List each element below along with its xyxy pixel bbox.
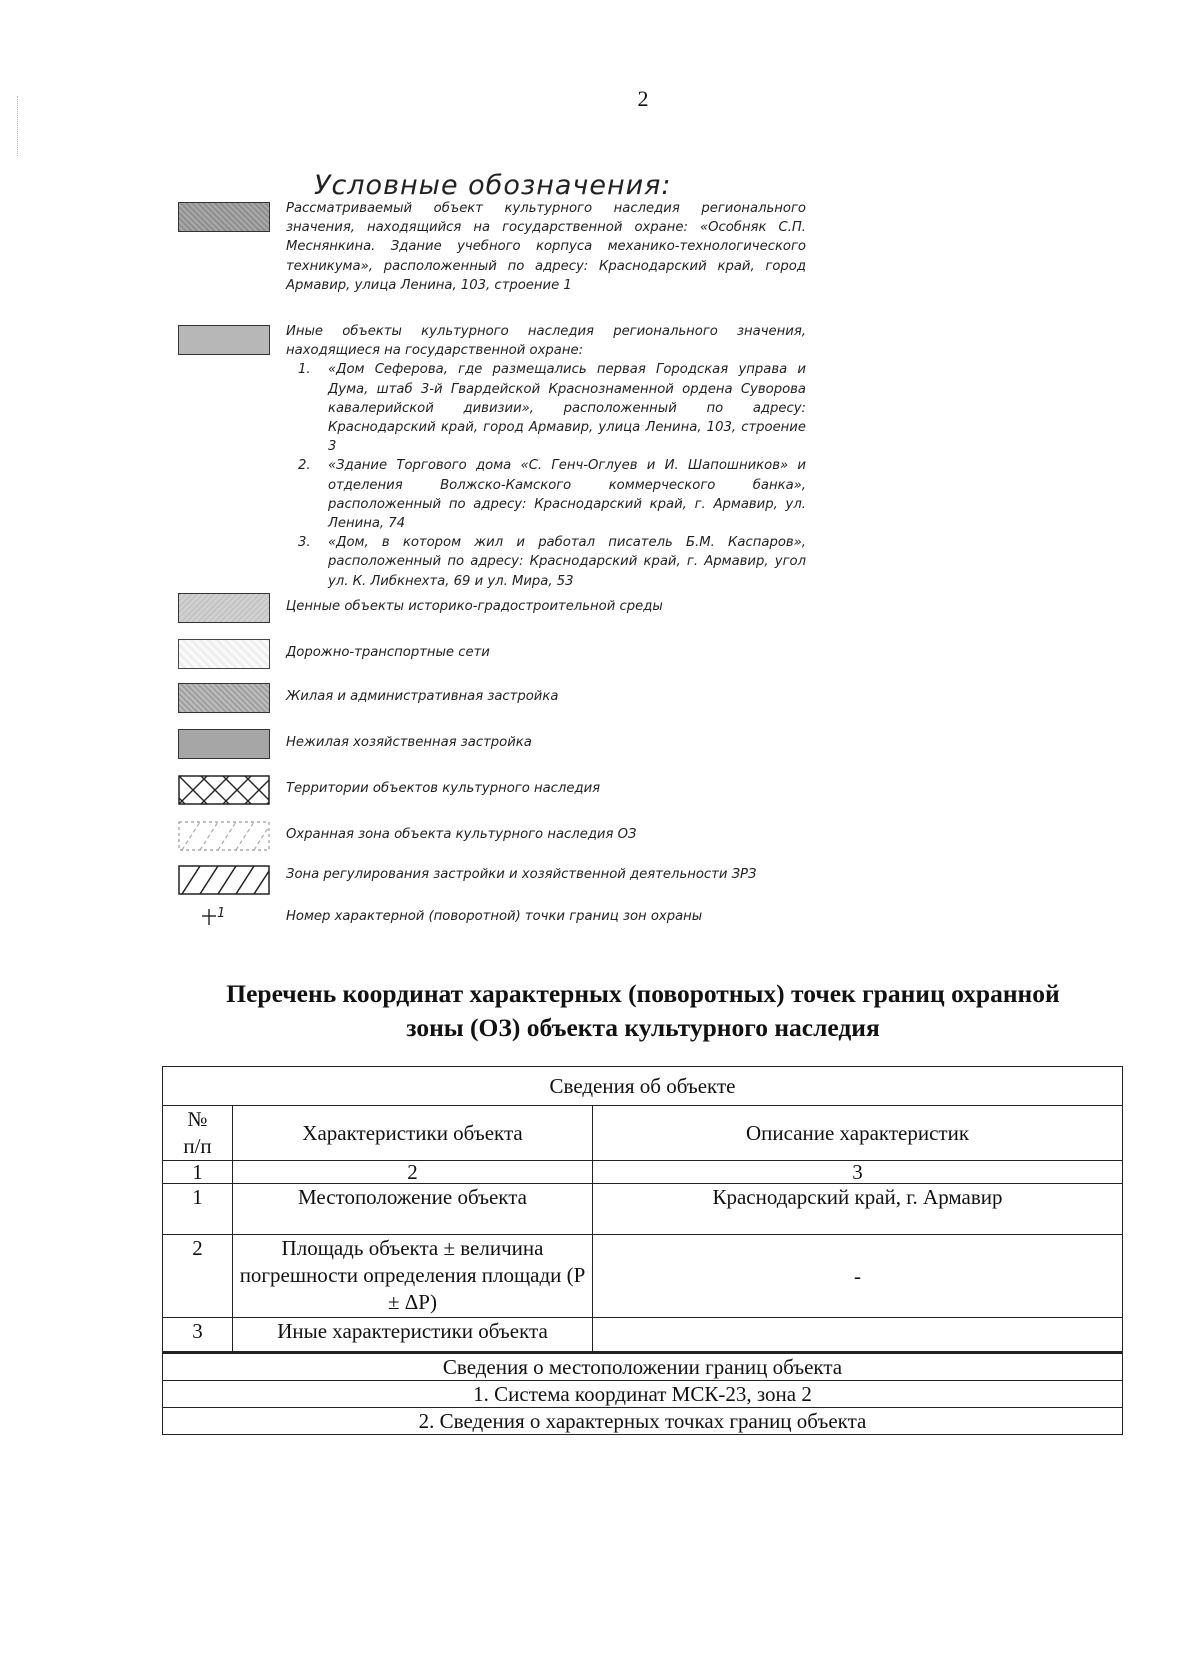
column-number-cell: 1 [163,1161,233,1184]
non-residential-swatch-icon [178,729,270,759]
legend-item-intro: Иные объекты культурного наследия регионального значения, находящиеся на государственной охране: [286,324,806,359]
boundaries-header-cell: Сведения о местоположении границ объекта [163,1353,1123,1381]
legend-item-label [286,322,806,591]
table-row [163,1318,1123,1353]
grey-swatch-icon [178,325,270,355]
object-info-table [162,1066,1123,1435]
coord-system-row [163,1381,1123,1408]
legend-item-label: Рассматриваемый объект культурного наследия регионального значения, находящийся на государственной охране: «Особняк С.П. Меснянкина. Здание учебного корпуса механико-технологического техникума», расположенный по адресу: Краснодарский край, город Армавир, улица Ленина, 103, строение 1 [286,201,806,293]
legend-title: Условные обозначения: [314,170,672,201]
table-column-number-row [163,1161,1123,1184]
list-item-number: 1. [298,362,311,378]
legend-item-label: Территории объектов культурного наследия [286,781,601,796]
heading-line-1: Перечень координат характерных (поворотных) точек границ охранной [226,979,1060,1008]
table-column-header-row [163,1106,1123,1161]
column-header-description: Описание характеристик [593,1106,1123,1161]
row-number-cell: 3 [163,1318,233,1353]
diagonal-hatch-swatch-icon [178,865,270,895]
table-section-header-row [163,1067,1123,1106]
list-item-text: «Дом, в котором жил и работал писатель Б.М. Каспаров», расположенный по адресу: Краснодарский край, г. Армавир, угол ул. К. Либкнехта, 69 и ул. Мира, 53 [328,535,806,589]
column-header-number: № п/п [163,1106,233,1161]
row-value-cell: - [593,1235,1123,1318]
row-name-cell: Местоположение объекта [233,1184,593,1235]
heritage-sublist [286,360,806,590]
row-value-cell: Краснодарский край, г. Армавир [593,1184,1123,1235]
residential-swatch-icon [178,683,270,713]
list-item [286,456,806,533]
road-swatch-icon [178,639,270,669]
cross-hatch-swatch-icon [178,775,270,805]
legend-item-label: Ценные объекты историко-градостроительной среды [286,599,663,614]
list-item-number: 3. [298,535,311,551]
coord-system-cell: 1. Система координат МСК-23, зона 2 [163,1381,1123,1408]
table-row [163,1184,1123,1235]
page-number: 2 [637,86,649,111]
legend-item-label: Зона регулирования застройки и хозяйственной деятельности ЗРЗ [286,867,757,882]
row-number-cell: 2 [163,1235,233,1318]
row-value-cell [593,1318,1123,1353]
legend-item-label: Нежилая хозяйственная застройка [286,735,532,750]
boundaries-header-row [163,1353,1123,1381]
list-item [286,360,806,456]
list-item-number: 2. [298,458,311,474]
row-number-cell: 1 [163,1184,233,1235]
row-name-cell: Иные характеристики объекта [233,1318,593,1353]
light-grey-swatch-icon [178,593,270,623]
column-number-cell: 2 [233,1161,593,1184]
legend-item-label: Жилая и административная застройка [286,689,559,704]
legend-item-label: Охранная зона объекта культурного наследия ОЗ [286,827,637,842]
list-item-text: «Дом Сеферова, где размещались первая Городская управа и Дума, штаб 3-й Гвардейской Краснознаменной ордена Суворова кавалерийской дивизии», расположенный по адресу: Краснодарский край, город Армавир, улица Ленина, 103, строение 3 [328,362,806,455]
document-heading [120,977,1166,1045]
points-header-row [163,1408,1123,1435]
list-item [286,533,806,591]
table-row [163,1235,1123,1318]
points-header-cell: 2. Сведения о характерных точках границ объекта [163,1408,1123,1435]
dark-stipple-swatch-icon [178,202,270,232]
column-number-cell: 3 [593,1161,1123,1184]
boundary-point-icon [200,905,230,929]
list-item-text: «Здание Торгового дома «С. Генч-Оглуев и И. Шапошников» и отделения Волжско-Камского коммерческого банка», расположенный по адресу: Краснодарский край, г. Армавир, ул. Ленина, 74 [328,458,806,532]
section-header-cell: Сведения об объекте [163,1067,1123,1106]
legend-item-label: Дорожно-транспортные сети [286,645,490,660]
legend-item-label: Номер характерной (поворотной) точки границ зон охраны [286,909,703,924]
heading-line-2: зоны (ОЗ) объекта культурного наследия [406,1013,880,1042]
column-header-characteristics: Характеристики объекта [233,1106,593,1161]
dashed-hatch-swatch-icon [178,821,270,851]
row-name-cell: Площадь объекта ± величина погрешности определения площади (Р ± ΔР) [233,1235,593,1318]
boundary-point-number: 1 [217,906,226,921]
